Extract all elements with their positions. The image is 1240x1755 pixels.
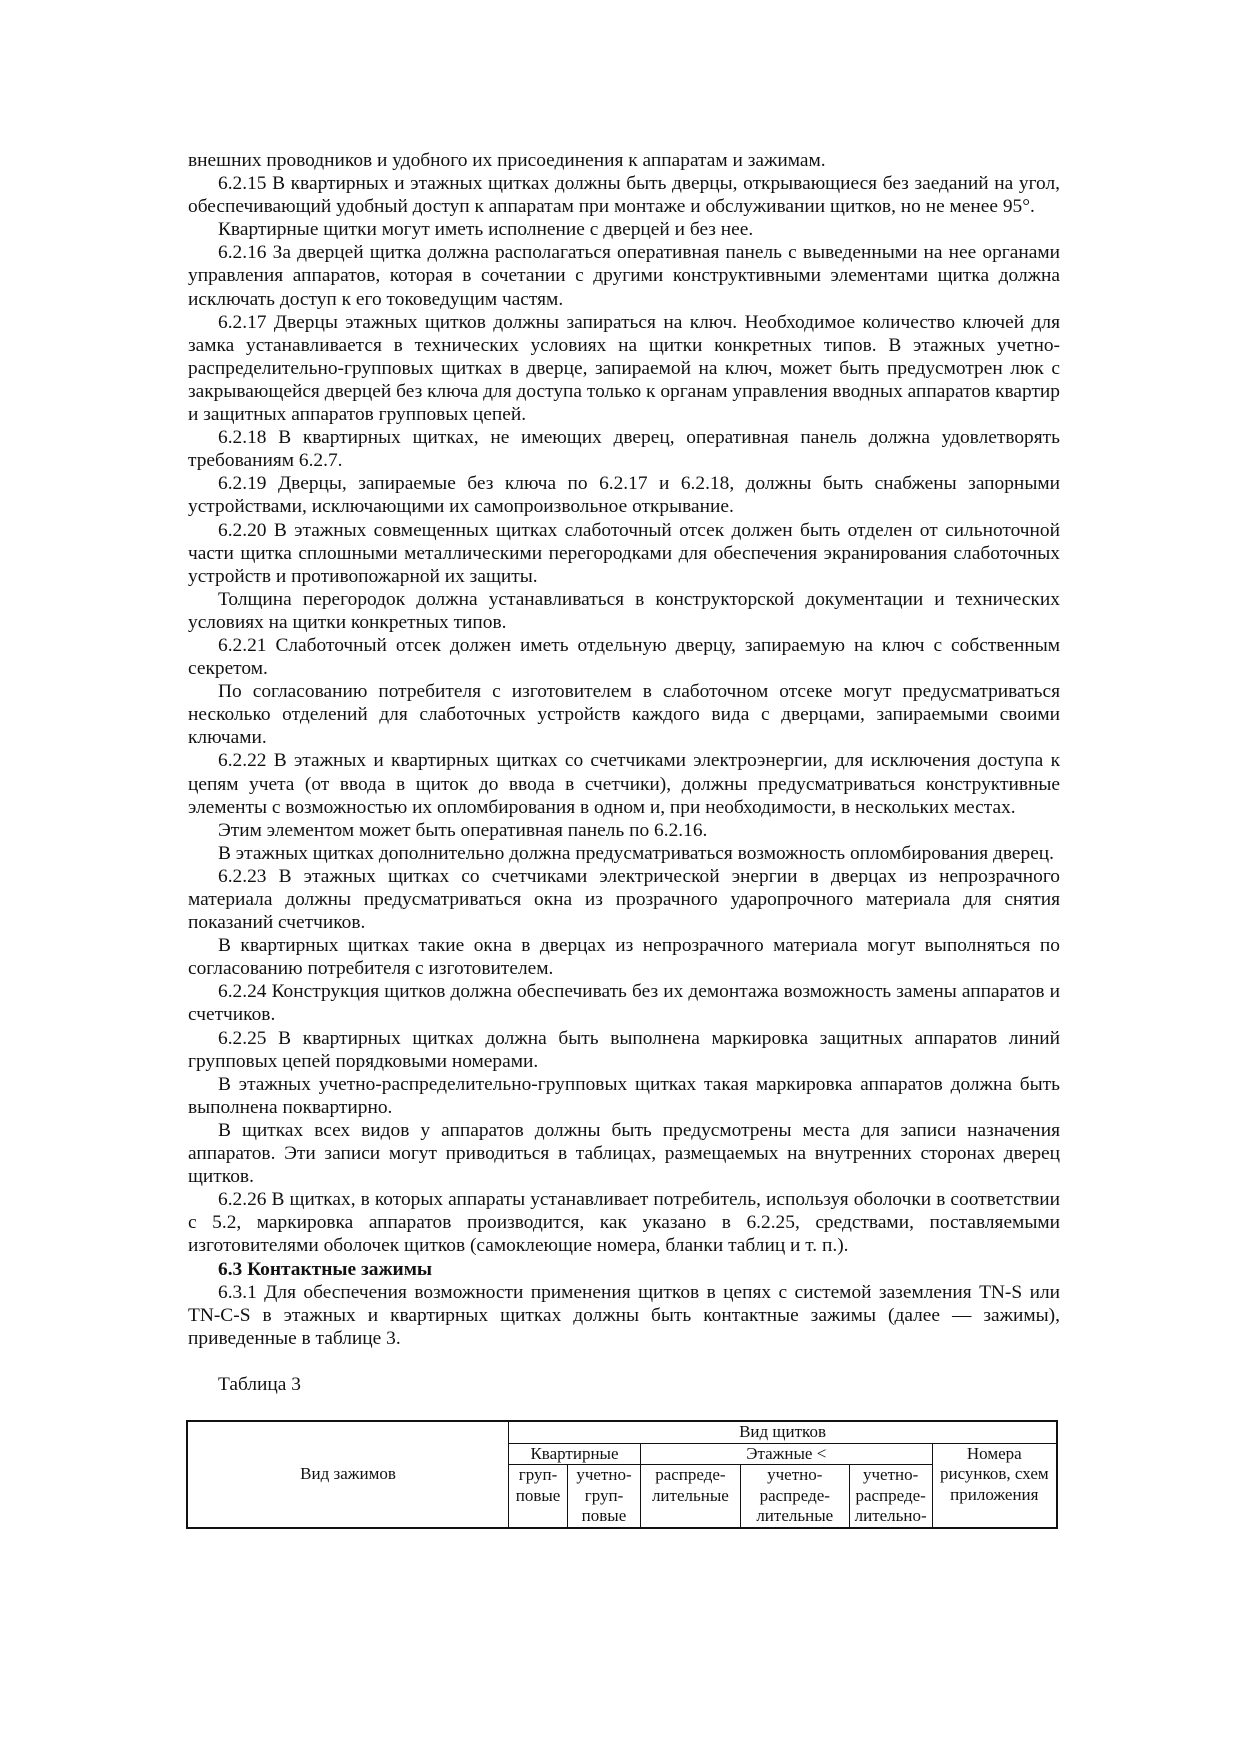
header-kind-of-clamps: Вид зажимов <box>187 1421 509 1528</box>
paragraph: Этим элементом может быть оперативная панель по 6.2.16. <box>218 819 708 841</box>
paragraph: 6.2.25 В квартирных щитках должна быть выполнена маркировка защитных аппаратов линий групповых цепей порядковыми номерами. <box>188 1027 1060 1072</box>
body-text <box>188 149 1060 1350</box>
paragraph: 6.2.22 В этажных и квартирных щитках со счетчиками электроэнергии, для исключения доступа к цепям учета (от ввода в щиток до ввода в счетчики), должны предусматриваться конструктивные элементы с возможностью их опломбирования в одном и, при необходимости, в нескольких местах. <box>188 750 1060 818</box>
document-page <box>188 149 1060 1529</box>
paragraph: По согласованию потребителя с изготовителем в слаботочном отсеке могут предусматриваться несколько отделений для слаботочных устройств каждого вида с дверцами, запираемыми своими ключами. <box>188 681 1060 749</box>
header-metering-distribution-group: учетно-распреде-лительно- <box>849 1465 932 1528</box>
paragraph: 6.2.20 В этажных совмещенных щитках слаботочный отсек должен быть отделен от сильноточной части щитка сплошными металлическими перегородками для обеспечения экранирования слаботочных устройств и противопожарной их защиты. <box>188 519 1060 587</box>
paragraph: Квартирные щитки могут иметь исполнение с дверцей и без нее. <box>218 219 754 241</box>
paragraph: 6.2.18 В квартирных щитках, не имеющих дверец, оперативная панель должна удовлетворять требованиям 6.2.7. <box>188 427 1060 472</box>
header-apartment: Квартирные <box>509 1443 641 1465</box>
paragraph: внешних проводников и удобного их присоединения к аппаратам и зажимам. <box>188 150 826 171</box>
header-metering-group: учетно-груп-повые <box>568 1465 641 1528</box>
header-figure-numbers: Номера рисунков, схем приложения <box>932 1443 1057 1528</box>
header-metering-distribution: учетно-распреде-лительные <box>740 1465 849 1528</box>
paragraph: 6.2.23 В этажных щитках со счетчиками электрической энергии в дверцах из непрозрачного материала должны предусматриваться окна из прозрачного ударопрочного материала для снятия показаний счетчиков. <box>188 865 1060 934</box>
paragraph: В этажных щитках дополнительно должна предусматриваться возможность опломбирования дверец. <box>218 842 1055 864</box>
section-heading: 6.3 Контактные зажимы <box>218 1258 433 1280</box>
paragraph: 6.2.21 Слаботочный отсек должен иметь отдельную дверцу, запираемую на ключ с собственным секретом. <box>188 634 1060 680</box>
table-caption: Таблица 3 <box>218 1373 301 1395</box>
paragraph: В щитках всех видов у аппаратов должны быть предусмотрены места для записи назначения аппаратов. Эти записи могут приводиться в таблицах, размещаемых на внутренних сторонах дверец щитков. <box>188 1119 1060 1188</box>
paragraph: В квартирных щитках такие окна в дверцах из непрозрачного материала могут выполняться по согласованию потребителя с изготовителем. <box>188 935 1060 980</box>
paragraph: 6.2.24 Конструкция щитков должна обеспечивать без их демонтажа возможность замены аппаратов и счетчиков. <box>188 981 1060 1026</box>
paragraph: В этажных учетно-распределительно-групповых щитках такая маркировка аппаратов должна быть выполнена поквартирно. <box>188 1073 1060 1118</box>
header-distribution: распреде-лительные <box>640 1465 740 1528</box>
paragraph: 6.2.16 За дверцей щитка должна располагаться оперативная панель с выведенными на нее органами управления аппаратов, которая в сочетании с другими конструктивными элементами щитка должна исключать доступ к его токоведущим частям. <box>188 242 1060 310</box>
paragraph: 6.3.1 Для обеспечения возможности применения щитков в цепях с системой заземления TN-S или TN-C-S в этажных и квартирных щитках должны быть контактные зажимы (далее — зажимы), приведенные в таблице 3. <box>188 1281 1060 1349</box>
paragraph: 6.2.19 Дверцы, запираемые без ключа по 6.2.17 и 6.2.18, должны быть снабжены запорными устройствами, исключающими их самопроизвольное открывание. <box>188 473 1060 518</box>
paragraph: 6.2.26 В щитках, в которых аппараты устанавливает потребитель, используя оболочки в соответствии с 5.2, маркировка аппаратов производится, как указано в 6.2.25, средствами, поставляемыми изготовителями оболочек щитков (самоклеющие номера, бланки таблиц и т. п.). <box>188 1189 1060 1257</box>
paragraph: Толщина перегородок должна устанавливаться в конструкторской документации и технических условиях на щитки конкретных типов. <box>188 588 1060 633</box>
table-3 <box>186 1420 1058 1529</box>
table-header-row-1 <box>187 1421 1057 1443</box>
header-kind-of-boards: Вид щитков <box>509 1421 1057 1443</box>
paragraph: 6.2.15 В квартирных и этажных щитках должны быть дверцы, открывающиеся без заеданий на угол, обеспечивающий удобный доступ к аппаратам при монтаже и обслуживании щитков, но не менее 95°. <box>188 173 1060 218</box>
header-floor: Этажные < <box>640 1443 932 1465</box>
paragraph: 6.2.17 Дверцы этажных щитков должны запираться на ключ. Необходимое количество ключей для замка устанавливается в технических условиях на щитки конкретных типов. В этажных учетно-распределительно-групповых щитках в дверце, запираемой на ключ, может быть предусмотрен люк с закрывающейся дверцей без ключа для доступа только к органам управления вводных аппаратов квартир и защитных аппаратов групповых цепей. <box>188 311 1060 426</box>
header-group: груп-повые <box>509 1465 568 1528</box>
